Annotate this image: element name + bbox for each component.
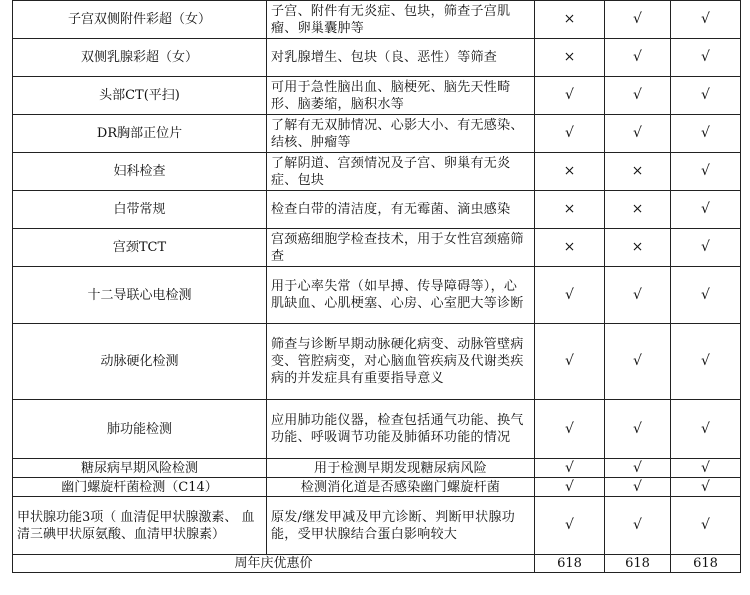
mark-cell: √ [671,77,741,115]
mark-cell: √ [535,400,605,459]
mark-cell: √ [671,1,741,39]
mark-cell: √ [605,39,671,77]
mark-cell: × [535,191,605,229]
mark-cell: √ [671,459,741,478]
mark-cell: √ [605,77,671,115]
mark-cell: √ [671,191,741,229]
item-name: 肺功能检测 [13,400,267,459]
mark-cell: √ [671,478,741,497]
item-description: 筛查与诊断早期动脉硬化病变、动脉管壁病变、管腔病变，对心脑血管疾病及代谢类疾病的并发症具有重要指导意义 [267,324,535,400]
mark-cell: √ [605,324,671,400]
price-cell: 618 [605,555,671,573]
table-row [13,115,741,153]
table-row [13,324,741,400]
item-name: DR胸部正位片 [13,115,267,153]
mark-cell: √ [535,115,605,153]
item-description: 检查白带的清洁度，有无霉菌、滴虫感染 [267,191,535,229]
item-description: 可用于急性脑出血、脑梗死、脑先天性畸形、脑萎缩，脑积水等 [267,77,535,115]
table-row [13,267,741,324]
item-description: 检测消化道是否感染幽门螺旋杆菌 [267,478,535,497]
item-description: 用于检测早期发现糖尿病风险 [267,459,535,478]
mark-cell: √ [671,267,741,324]
price-cell: 618 [535,555,605,573]
price-cell: 618 [671,555,741,573]
item-name: 双侧乳腺彩超（女） [13,39,267,77]
item-description: 原发/继发甲减及甲亢诊断、判断甲状腺功能，受甲状腺结合蛋白影响较大 [267,497,535,555]
item-name: 宫颈TCT [13,229,267,267]
item-name: 动脉硬化检测 [13,324,267,400]
item-description: 子宫、附件有无炎症、包块，筛查子宫肌瘤、卵巢囊肿等 [267,1,535,39]
table-row [13,497,741,555]
mark-cell: × [605,153,671,191]
table-row [13,459,741,478]
table-row [13,39,741,77]
mark-cell: √ [535,497,605,555]
item-name: 头部CT(平扫) [13,77,267,115]
item-name: 糖尿病早期风险检测 [13,459,267,478]
mark-cell: √ [535,459,605,478]
mark-cell: √ [605,1,671,39]
table-row [13,229,741,267]
mark-cell: × [535,1,605,39]
table-row [13,191,741,229]
item-description: 了解有无双肺情况、心影大小、有无感染、结核、肿瘤等 [267,115,535,153]
mark-cell: √ [671,497,741,555]
mark-cell: √ [671,324,741,400]
mark-cell: × [535,39,605,77]
mark-cell: √ [535,267,605,324]
mark-cell: × [605,229,671,267]
mark-cell: √ [605,497,671,555]
mark-cell: √ [671,39,741,77]
price-row [13,555,741,573]
package-table [12,0,741,573]
item-name: 幽门螺旋杆菌检测（C14） [13,478,267,497]
mark-cell: × [605,191,671,229]
mark-cell: √ [535,324,605,400]
table-row [13,400,741,459]
mark-cell: √ [671,229,741,267]
mark-cell: √ [535,77,605,115]
item-description: 应用肺功能仪器，检查包括通气功能、换气功能、呼吸调节功能及肺循环功能的情况 [267,400,535,459]
item-description: 用于心率失常（如早搏、传导障碍等），心肌缺血、心肌梗塞、心房、心室肥大等诊断 [267,267,535,324]
mark-cell: × [535,153,605,191]
table-row [13,478,741,497]
mark-cell: √ [671,400,741,459]
item-name: 子宫双侧附件彩超（女） [13,1,267,39]
item-name: 妇科检查 [13,153,267,191]
mark-cell: √ [535,478,605,497]
table-row [13,77,741,115]
mark-cell: √ [605,115,671,153]
item-name: 十二导联心电检测 [13,267,267,324]
mark-cell: √ [605,267,671,324]
item-description: 对乳腺增生、包块（良、恶性）等筛查 [267,39,535,77]
mark-cell: √ [671,115,741,153]
promo-price-label: 周年庆优惠价 [13,555,535,573]
item-name: 白带常规 [13,191,267,229]
table-row [13,1,741,39]
mark-cell: √ [671,153,741,191]
table-row [13,153,741,191]
mark-cell: √ [605,400,671,459]
item-description: 了解阴道、宫颈情况及子宫、卵巢有无炎症、包块 [267,153,535,191]
mark-cell: × [535,229,605,267]
item-description: 宫颈癌细胞学检查技术，用于女性宫颈癌筛查 [267,229,535,267]
mark-cell: √ [605,459,671,478]
item-name: 甲状腺功能3项（ 血清促甲状腺激素、 血清三碘甲状原氨酸、血清甲状腺素） [13,497,267,555]
mark-cell: √ [605,478,671,497]
